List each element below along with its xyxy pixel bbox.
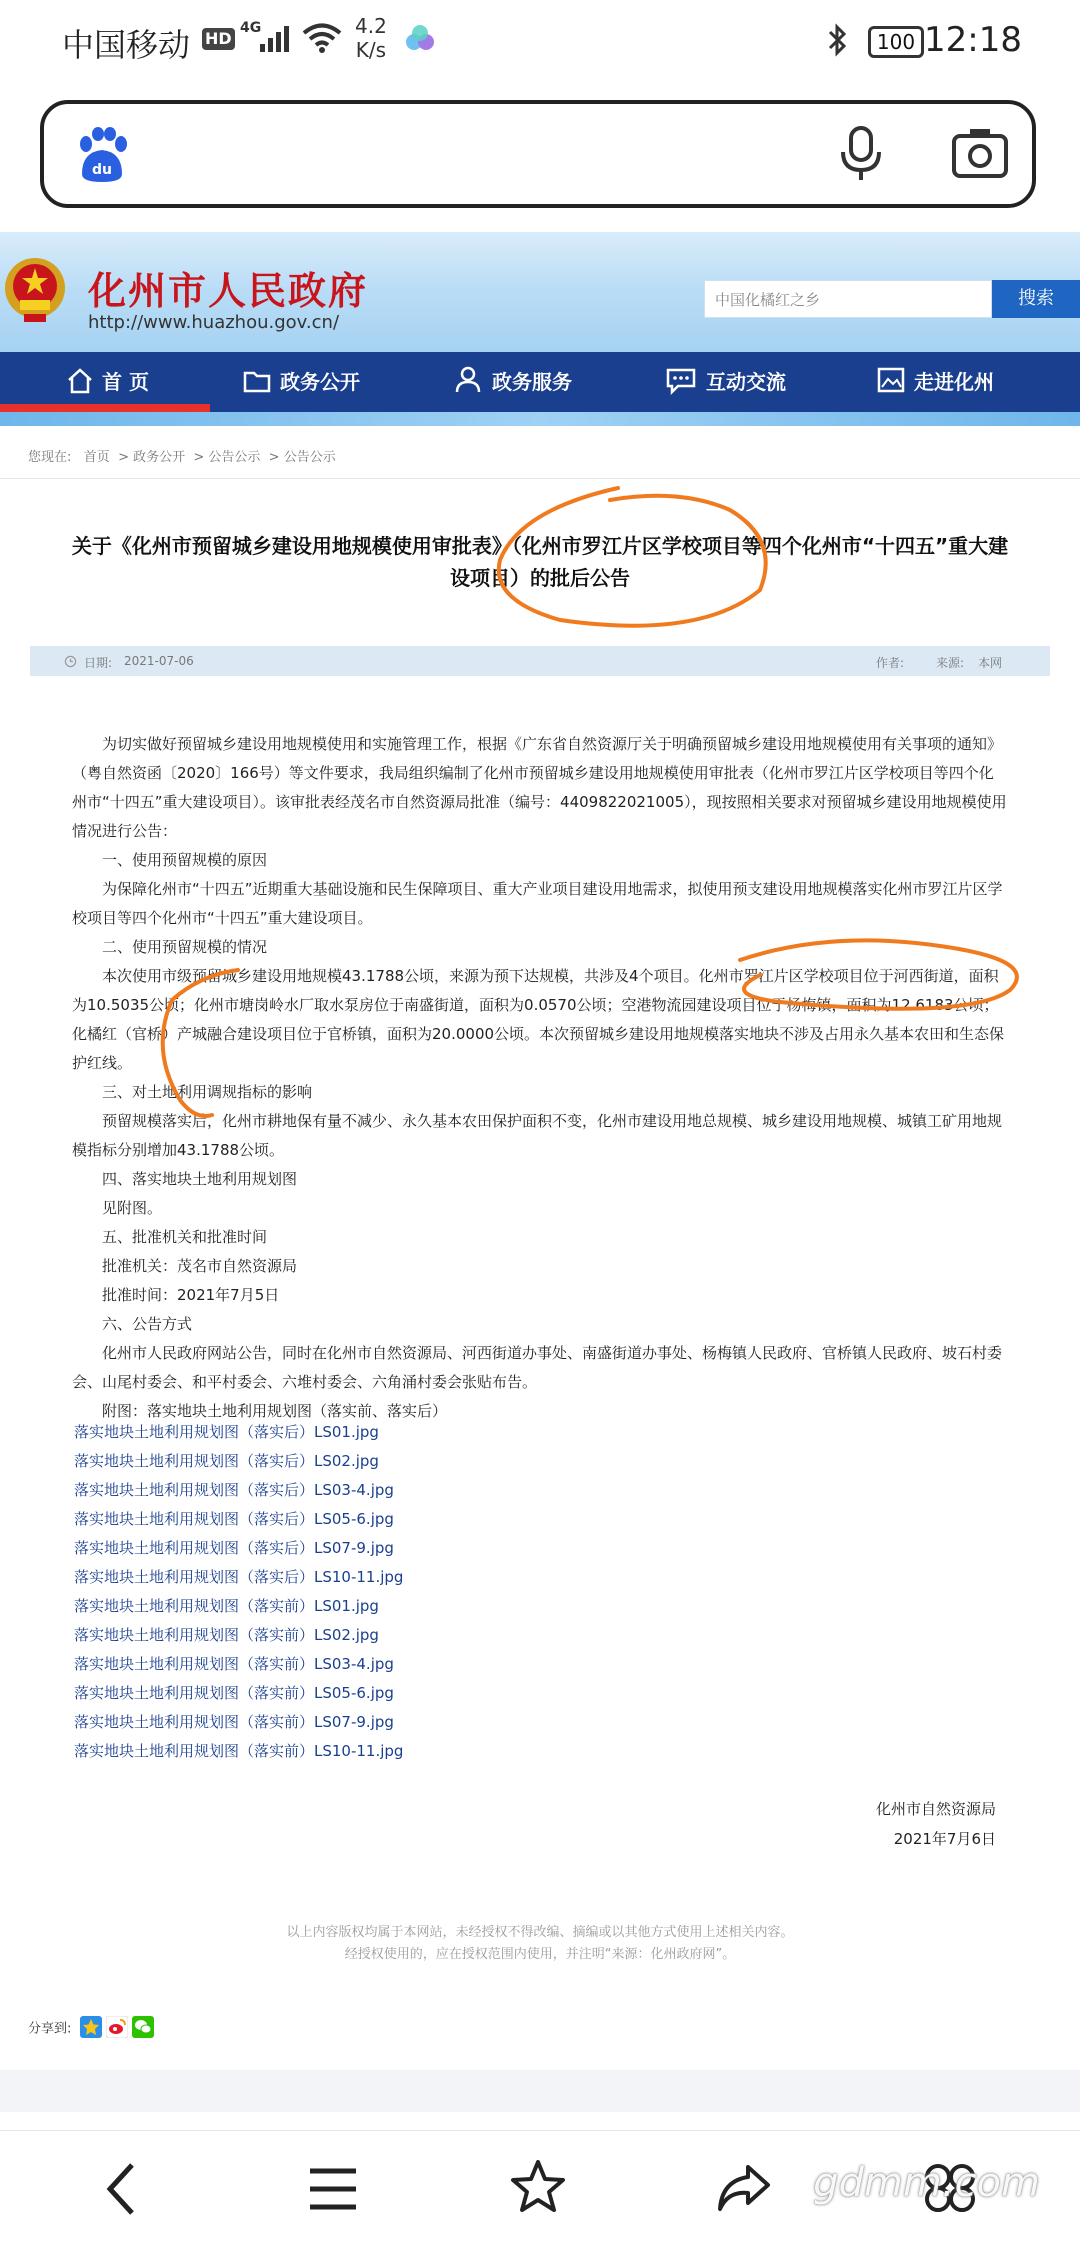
battery-indicator: 100 <box>868 26 924 58</box>
section-heading: 一、使用预留规模的原因 <box>102 851 268 869</box>
nav-label: 政务公开 <box>280 370 360 394</box>
share-label: 分享到: <box>28 2021 72 2037</box>
article-title-line: 关于《化州市预留城乡建设用地规模使用审批表》（化州市罗江片区学校项目等四个化州市“十四五”重大建 <box>71 534 1009 558</box>
weibo-share-icon[interactable] <box>106 2016 128 2038</box>
attachment-link[interactable]: 落实地块土地利用规划图（落实后）LS03-4.jpg <box>74 1481 394 1499</box>
browser-search-bar[interactable] <box>40 100 1036 208</box>
attachment-link[interactable]: 落实地块土地利用规划图（落实前）LS01.jpg <box>74 1597 379 1615</box>
divider <box>0 478 1080 479</box>
paragraph: 为保障化州市“十四五”近期重大基础设施和民生保障项目、重大产业项目建设用地需求，拟使用预支建设用地规模落实化州市罗江片区学校项目等四个化州市“十四五”重大建设项目。 <box>72 880 1003 927</box>
attachment-link[interactable]: 落实地块土地利用规划图（落实前）LS03-4.jpg <box>74 1655 394 1673</box>
paragraph: 批准机关：茂名市自然资源局 <box>102 1257 298 1275</box>
app-notification-icon <box>402 24 438 54</box>
star-icon[interactable] <box>508 2157 568 2217</box>
chat-icon <box>664 365 698 395</box>
section-heading: 四、落实地块土地利用规划图 <box>102 1170 298 1188</box>
share-bar <box>28 2016 154 2038</box>
breadcrumb-prefix: 您现在: <box>28 450 72 465</box>
section-heading: 五、批准机关和批准时间 <box>102 1228 268 1246</box>
signal-icon <box>258 24 292 54</box>
paragraph: 化州市人民政府网站公告，同时在化州市自然资源局、河西街道办事处、南盛街道办事处、杨梅镇人民政府、官桥镇人民政府、坡石村委会、山尾村委会、和平村委会、六堆村委会、六角涌村委会张贴布告。 <box>72 1344 1003 1391</box>
article-signature <box>876 1794 996 1854</box>
attachment-link[interactable]: 落实地块土地利用规划图（落实前）LS02.jpg <box>74 1626 379 1644</box>
attachment-link[interactable]: 落实地块土地利用规划图（落实前）LS05-6.jpg <box>74 1684 394 1702</box>
attachment-link[interactable]: 落实地块土地利用规划图（落实前）LS07-9.jpg <box>74 1713 394 1731</box>
carrier-label: 中国移动 <box>62 26 191 64</box>
site-search-input[interactable]: 中国化橘红之乡 <box>704 280 992 318</box>
signature-date: 2021年7月6日 <box>893 1830 996 1848</box>
footer-strip <box>0 2070 1080 2112</box>
attachment-link[interactable]: 落实地块土地利用规划图（落实后）LS01.jpg <box>74 1423 379 1441</box>
browser-search-input[interactable] <box>154 128 838 182</box>
nav-item-gov-service[interactable] <box>454 352 572 412</box>
nav-decor-strip <box>0 412 1080 426</box>
copyright-notice <box>0 1922 1080 1966</box>
attachment-link[interactable]: 落实地块土地利用规划图（落实前）LS10-11.jpg <box>74 1742 404 1760</box>
wechat-share-icon[interactable] <box>132 2016 154 2038</box>
attachment-link[interactable]: 落实地块土地利用规划图（落实后）LS07-9.jpg <box>74 1539 394 1557</box>
nav-label: 互动交流 <box>706 370 786 394</box>
section-heading: 二、使用预留规模的情况 <box>102 938 268 956</box>
site-name[interactable]: 化州市人民政府 <box>88 269 369 313</box>
back-icon[interactable] <box>100 2161 144 2217</box>
picture-icon <box>876 365 906 395</box>
nav-item-home[interactable] <box>66 352 149 412</box>
breadcrumb-item[interactable]: > 公告公示 <box>193 450 261 465</box>
article-source: 本网 <box>978 656 1003 670</box>
paragraph: 见附图。 <box>102 1199 163 1217</box>
nav-item-about[interactable] <box>876 352 994 412</box>
date-label: 日期: <box>84 656 113 670</box>
share-icon[interactable] <box>714 2161 772 2215</box>
network-label: 4G <box>240 20 262 36</box>
signature-org: 化州市自然资源局 <box>875 1800 996 1818</box>
breadcrumb-item[interactable]: > 政务公开 <box>118 450 186 465</box>
network-speed: 4.2 K/s <box>355 14 387 62</box>
site-url: http://www.huazhou.gov.cn/ <box>88 312 340 333</box>
microphone-icon[interactable] <box>836 124 886 184</box>
article-title-line: 设项目）的批后公告 <box>450 566 630 590</box>
svg-text:du: du <box>92 162 112 178</box>
article-meta-bar <box>30 646 1050 676</box>
section-heading: 六、公告方式 <box>102 1315 193 1333</box>
attachment-link[interactable]: 落实地块土地利用规划图（落实后）LS02.jpg <box>74 1452 379 1470</box>
site-header <box>0 232 1080 352</box>
camera-icon[interactable] <box>950 124 1010 182</box>
nav-label: 首 页 <box>102 370 149 394</box>
baidu-logo-icon[interactable] <box>74 126 130 184</box>
nav-label: 政务服务 <box>492 370 572 394</box>
site-search-button[interactable]: 搜索 <box>992 280 1080 318</box>
paragraph: 批准时间：2021年7月5日 <box>102 1286 280 1304</box>
wifi-icon <box>302 22 342 54</box>
paragraph: 附图：落实地块土地利用规划图（落实前、落实后） <box>102 1402 448 1420</box>
breadcrumb <box>28 446 336 465</box>
clock: 12:18 <box>924 20 1022 60</box>
article-title <box>22 530 1058 594</box>
paragraph: 本次使用市级预留城乡建设用地规模43.1788公顷，来源为预下达规模，共涉及4个项目。化州市罗江片区学校项目位于河西街道，面积为10.5035公顷；化州市塘岗岭水厂取水泵房位于南盛街道，面积为0.0570公顷；空港物流园建设项目位于杨梅镇，面积为12.6183公顷；化橘红（官桥）产城融合建设项目位于官桥镇，面积为20.0000公顷。本次预留城乡建设用地规模落实地块不涉及占用永久基本农田和生态保护红线。 <box>72 967 1005 1072</box>
menu-icon[interactable] <box>306 2165 360 2213</box>
paragraph: 预留规模落实后，化州市耕地保有量不减少、永久基本农田保护面积不变，化州市建设用地总规模、城乡建设用地规模、城镇工矿用地规模指标分别增加43.1788公顷。 <box>72 1112 1003 1159</box>
copyright-line: 以上内容版权均属于本网站，未经授权不得改编、摘编或以其他方式使用上述相关内容。 <box>286 1925 794 1940</box>
clock-icon <box>64 655 77 668</box>
author-label: 作者: <box>876 656 905 670</box>
nav-item-interaction[interactable] <box>664 352 786 412</box>
home-icon <box>66 367 94 395</box>
copyright-line: 经授权使用的，应在授权范围内使用，并注明“来源：化州政府网”。 <box>344 1947 736 1962</box>
user-icon <box>454 365 484 395</box>
article-date: 2021-07-06 <box>124 654 194 668</box>
breadcrumb-item[interactable]: 首页 <box>83 450 110 465</box>
hd-badge: HD <box>202 28 235 50</box>
paragraph: 为切实做好预留城乡建设用地规模使用和实施管理工作，根据《广东省自然资源厅关于明确预留城乡建设用地规模使用有关事项的通知》（粤自然资函〔2020〕166号）等文件要求，我局组织编制了化州市预留城乡建设用地规模使用审批表（化州市罗江片区学校项目等四个化州市“十四五”重大建设项目）。该审批表经茂名市自然资源局批准（编号：4409822021005），现按照相关要求对预留城乡建设用地规模使用情况进行公告： <box>72 735 1007 840</box>
national-emblem-icon <box>2 254 68 326</box>
attachment-link[interactable]: 落实地块土地利用规划图（落实后）LS10-11.jpg <box>74 1568 404 1586</box>
nav-label: 走进化州 <box>914 370 994 394</box>
bluetooth-icon <box>826 22 850 58</box>
nav-item-gov-affairs[interactable] <box>242 352 360 412</box>
main-nav <box>0 352 1080 412</box>
watermark: gdmm.com <box>813 2160 1040 2206</box>
attachment-link[interactable]: 落实地块土地利用规划图（落实后）LS05-6.jpg <box>74 1510 394 1528</box>
section-heading: 三、对土地利用调规指标的影响 <box>102 1083 313 1101</box>
folder-icon <box>242 367 272 395</box>
qzone-share-icon[interactable] <box>80 2016 102 2038</box>
breadcrumb-item[interactable]: > 公告公示 <box>268 450 336 465</box>
source-label: 来源: <box>936 656 965 670</box>
attachment-list <box>74 1418 674 1766</box>
status-bar <box>0 0 1080 90</box>
article-body <box>72 730 1008 1426</box>
